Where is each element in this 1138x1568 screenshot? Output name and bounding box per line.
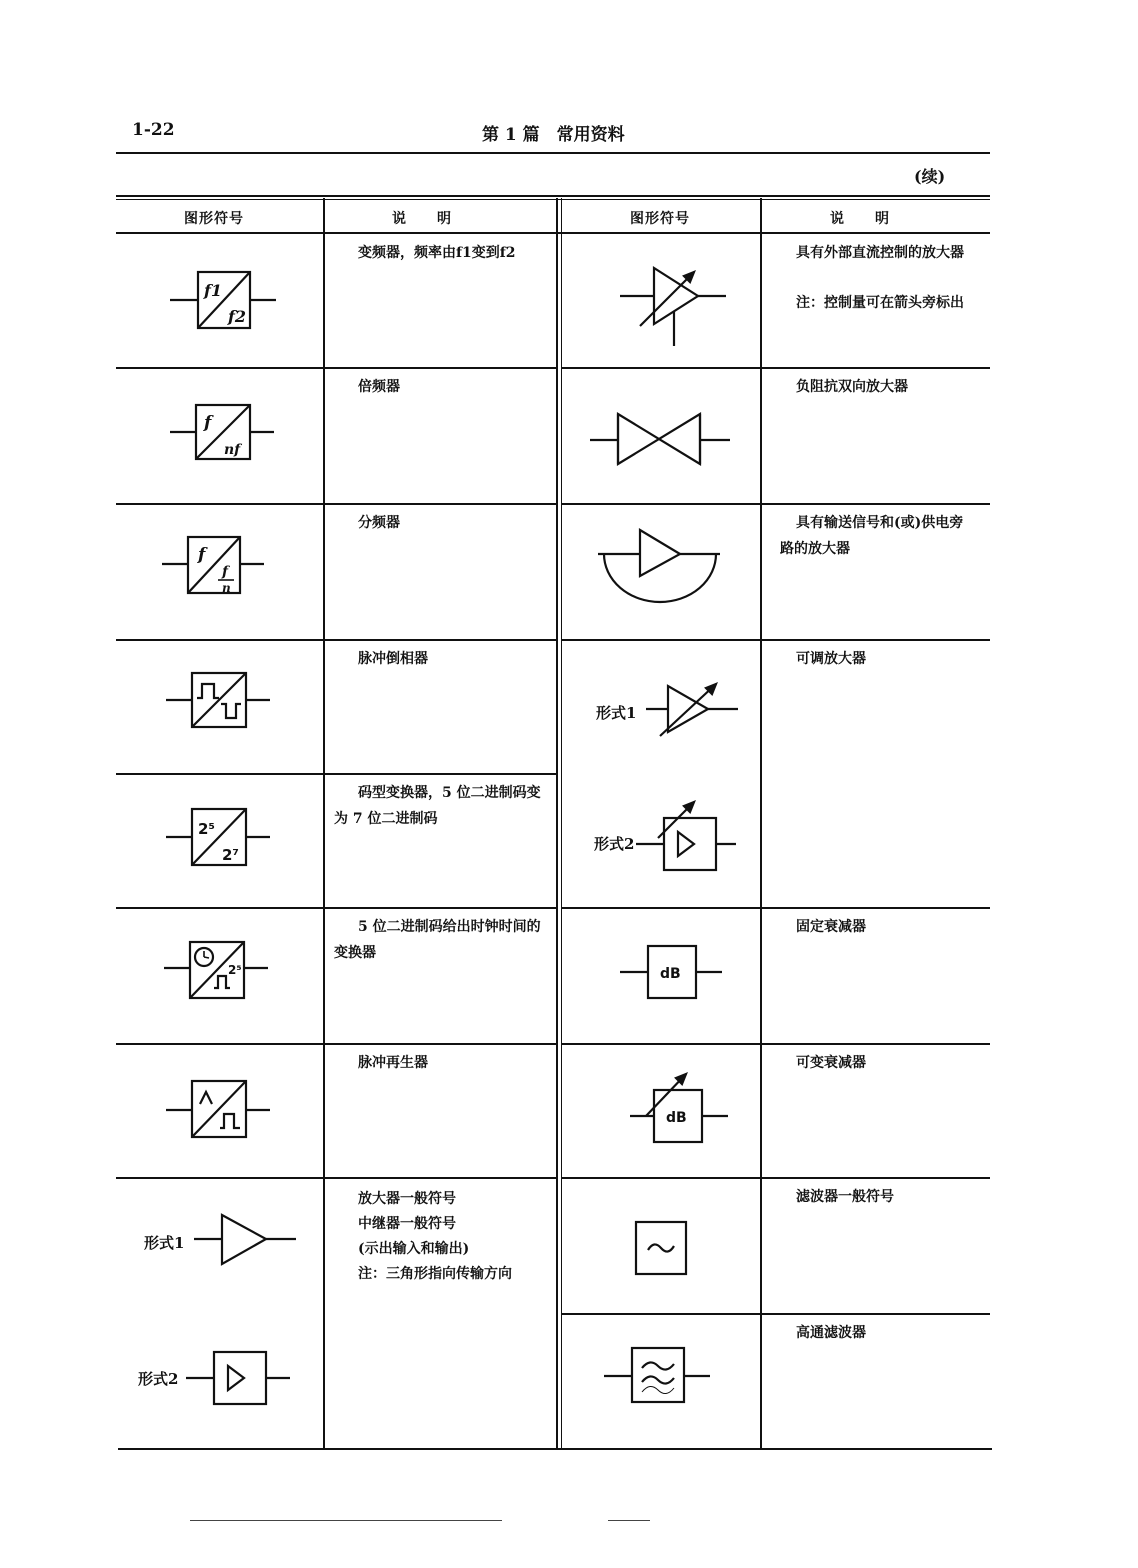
amplifier-form2-symbol [186, 1350, 294, 1406]
clock-converter-symbol [164, 938, 276, 1002]
col-divider-middle-a [556, 198, 558, 1450]
left-row-rule [116, 367, 556, 369]
variable-attenuator-symbol [630, 1068, 734, 1148]
amplifier-form1-label: 形式1 [144, 1234, 185, 1252]
left-row-rule [116, 503, 556, 505]
svg-text:f: f [204, 413, 212, 433]
col-header-desc-right: 说 明 [830, 211, 890, 227]
svg-text:f1: f1 [204, 281, 223, 300]
table-bottom-rule [118, 1448, 992, 1450]
right-row-rule [562, 1043, 990, 1045]
desc-amplifier-line-3: (示出输入和输出) [358, 1241, 470, 1257]
table-top-rule [116, 195, 990, 197]
desc-dc-controlled-amp: 具有外部直流控制的放大器 [796, 245, 964, 261]
desc-variable-attenuator: 可变衰减器 [796, 1055, 866, 1071]
left-row-rule [116, 1043, 556, 1045]
svg-text:2⁵: 2⁵ [228, 963, 242, 977]
right-row-rule [562, 639, 990, 641]
col-divider-left [323, 198, 325, 1450]
right-row-rule [562, 367, 990, 369]
filter-symbol [634, 1218, 690, 1278]
amplifier-form1-symbol [194, 1212, 300, 1268]
right-row-rule [562, 1177, 990, 1179]
continued-label: (续) [914, 167, 946, 186]
freq-multiplier-symbol [168, 402, 278, 464]
adjustable-amp-form2-label: 形式2 [594, 835, 635, 853]
page-number: 1-22 [132, 120, 175, 140]
highpass-filter-symbol [604, 1346, 714, 1406]
scan-mark [608, 1520, 650, 1521]
freq-divider-symbol [162, 534, 272, 596]
amplifier-form2-label: 形式2 [138, 1370, 179, 1388]
desc-amplifier-line-2: 中继器一般符号 [358, 1216, 456, 1232]
desc-pulse-regenerator: 脉冲再生器 [358, 1055, 428, 1071]
right-row-rule [562, 503, 990, 505]
table-top-rule-2 [116, 199, 990, 200]
desc-amplifier-line-1: 放大器一般符号 [358, 1191, 456, 1207]
desc-freq-changer: 变频器，频率由f1变到f2 [358, 245, 516, 261]
right-row-rule [562, 907, 990, 909]
header-rule [116, 152, 990, 154]
adjustable-amp-form1-symbol [646, 678, 742, 740]
svg-text:dB: dB [660, 966, 681, 982]
desc-clock-converter: 5 位二进制码给出时钟时间的变换器 [334, 919, 541, 961]
page-title: 第 1 篇 常用资料 [482, 125, 625, 145]
freq-changer-symbol [170, 268, 280, 332]
svg-text:dB: dB [666, 1110, 687, 1126]
desc-adjustable-amp: 可调放大器 [796, 651, 866, 667]
svg-text:2⁵: 2⁵ [198, 820, 216, 838]
col-header-symbol-left: 图形符号 [184, 211, 244, 227]
bypass-amp-symbol [598, 518, 726, 606]
header-bottom-rule [116, 232, 990, 234]
desc-code-converter: 码型变换器，5 位二进制码变为 7 位二进制码 [334, 785, 541, 827]
scan-mark [190, 1520, 502, 1521]
code-converter-symbol [166, 806, 276, 868]
pulse-inverter-symbol [166, 670, 276, 730]
negative-impedance-amp-symbol [590, 410, 734, 470]
svg-text:nf: nf [224, 442, 241, 458]
pulse-regenerator-symbol [166, 1078, 276, 1140]
left-row-rule [116, 639, 556, 641]
left-row-rule [116, 907, 556, 909]
svg-text:f2: f2 [228, 307, 247, 326]
desc-amplifier-line-4: 注：三角形指向传输方向 [358, 1266, 512, 1282]
desc-freq-divider: 分频器 [358, 515, 400, 531]
desc-pulse-inverter: 脉冲倒相器 [358, 651, 428, 667]
col-header-desc-left: 说 明 [392, 211, 452, 227]
svg-text:n: n [222, 581, 231, 595]
svg-text:2⁷: 2⁷ [222, 846, 240, 864]
right-row-rule [562, 1313, 990, 1315]
desc-highpass-filter: 高通滤波器 [796, 1325, 866, 1341]
svg-text:f: f [222, 564, 229, 580]
left-row-rule [116, 1177, 556, 1179]
desc-fixed-attenuator: 固定衰减器 [796, 919, 866, 935]
fixed-attenuator-symbol [620, 942, 726, 1002]
col-divider-middle-b [561, 198, 562, 1450]
desc-bypass-amp: 具有输送信号和(或)供电旁路的放大器 [780, 515, 964, 557]
adjustable-amp-form2-symbol [636, 798, 740, 876]
adjustable-amp-form1-label: 形式1 [596, 704, 637, 722]
desc-freq-multiplier: 倍频器 [358, 379, 400, 395]
col-header-symbol-right: 图形符号 [630, 211, 690, 227]
col-divider-right [760, 198, 762, 1450]
left-row-rule [116, 773, 556, 775]
svg-text:f: f [198, 545, 206, 565]
desc-filter: 滤波器一般符号 [796, 1189, 894, 1205]
desc-dc-controlled-amp-note: 注：控制量可在箭头旁标出 [796, 295, 964, 311]
desc-negative-impedance-amp: 负阻抗双向放大器 [796, 379, 908, 395]
dc-controlled-amp-symbol [620, 262, 732, 350]
